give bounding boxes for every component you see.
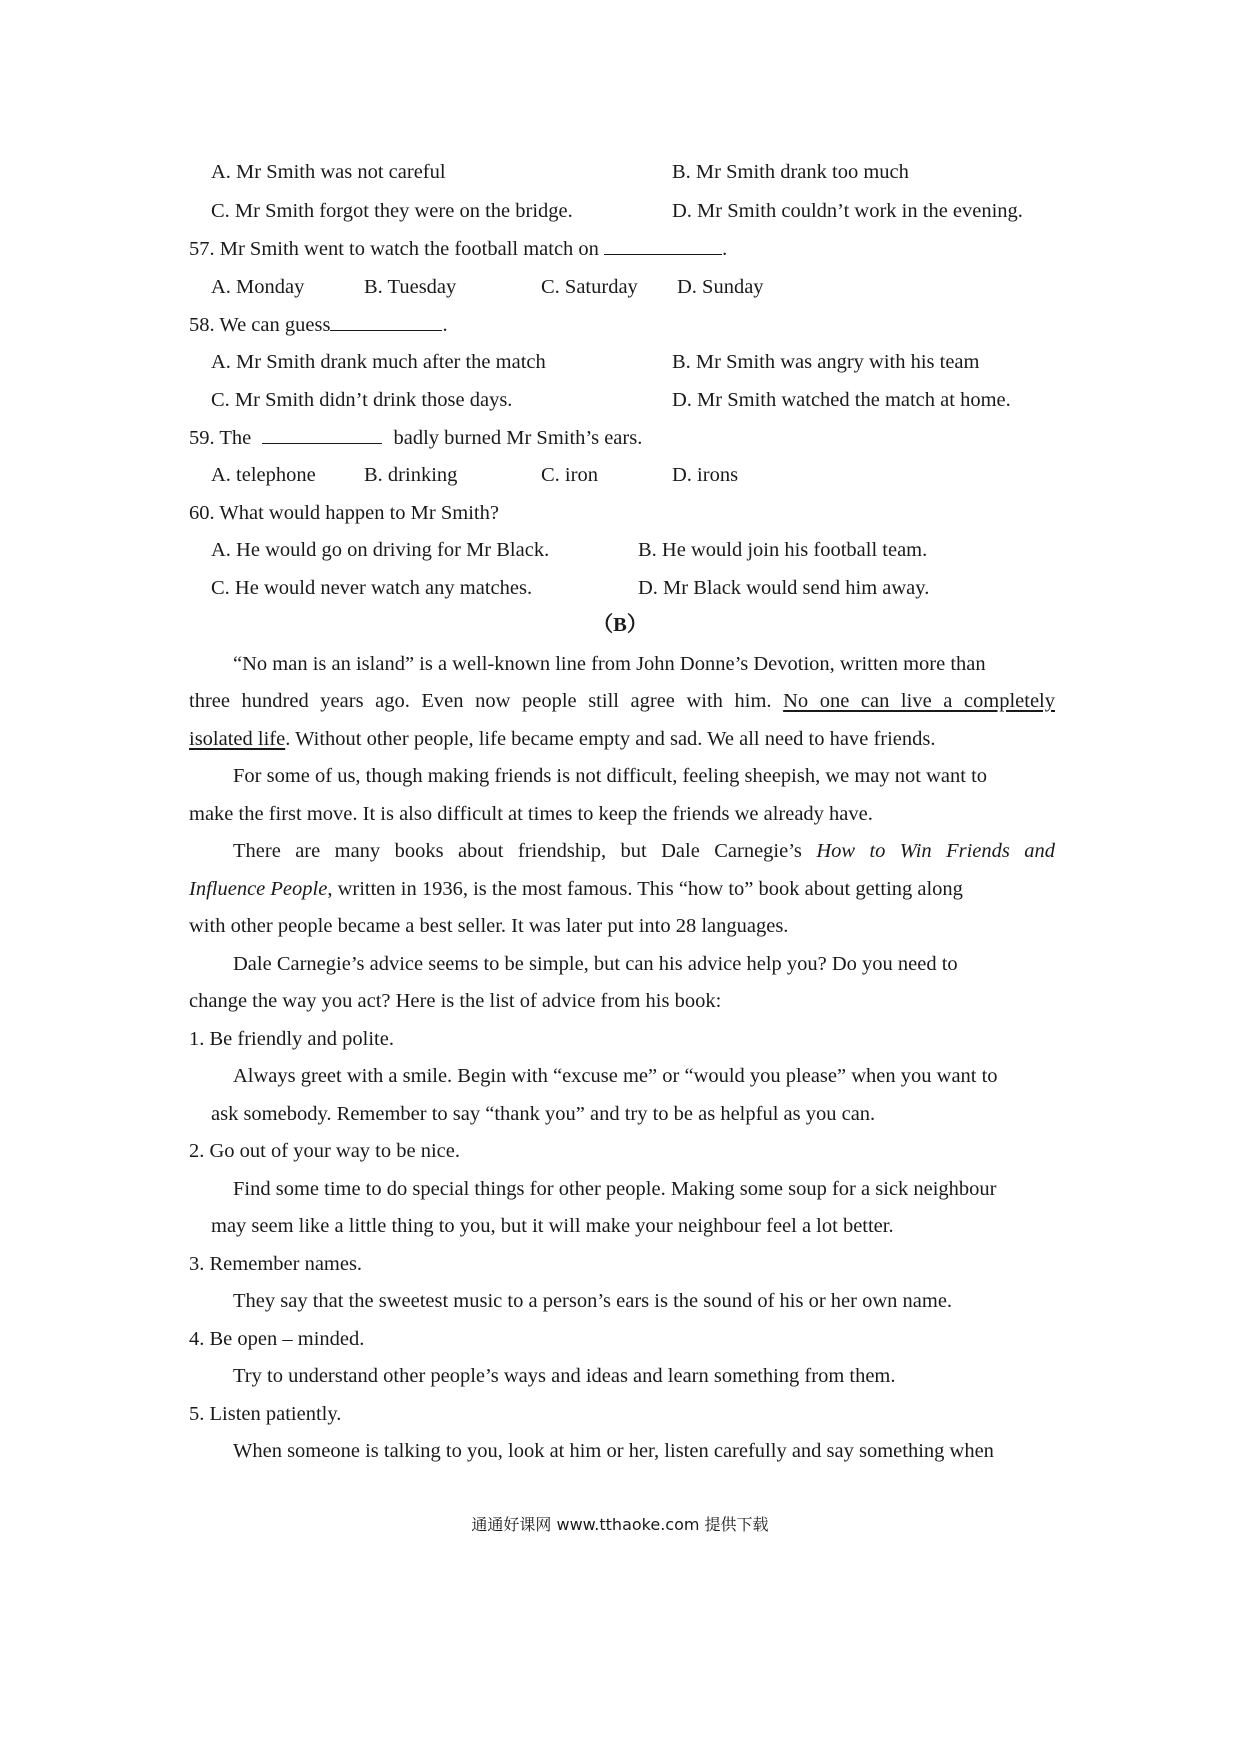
q57-option-c: C. Saturday (541, 276, 638, 298)
q58-stem (189, 311, 448, 339)
q57-option-d: D. Sunday (677, 276, 764, 298)
q58-stem-text: 58. We can guess (189, 314, 331, 336)
answer-blank (262, 425, 382, 444)
q58-option-c: C. Mr Smith didn’t drink those days. (211, 389, 513, 411)
q56-option-a: A. Mr Smith was not careful (211, 161, 446, 183)
q60-option-d: D. Mr Black would send him away. (638, 577, 930, 599)
advice-2-line-1: Find some time to do special things for other people. Making some soup for a sick neighbour (233, 1178, 997, 1200)
advice-2-line-2: may seem like a little thing to you, but it will make your neighbour feel a lot better. (211, 1215, 894, 1237)
q59-option-b: B. drinking (364, 464, 458, 486)
q57-stem (189, 235, 727, 263)
p2-line-2: make the first move. It is also difficult at times to keep the friends we already have. (189, 803, 873, 825)
book-title-end: Influence People (189, 878, 328, 900)
advice-5-title: 5. Listen patiently. (189, 1403, 342, 1425)
q60-option-b: B. He would join his football team. (638, 539, 928, 561)
underlined-sentence-end: isolated life (189, 728, 286, 750)
underlined-sentence: No one can live a completely (783, 690, 1055, 712)
q56-option-c: C. Mr Smith forgot they were on the bridge. (211, 200, 573, 222)
q58-stem-end: . (442, 314, 448, 336)
advice-4-title: 4. Be open – minded. (189, 1328, 365, 1350)
p1-line-3-text: . Without other people, life became empty and sad. We all need to have friends. (285, 728, 936, 750)
q59-option-a: A. telephone (211, 464, 316, 486)
q58-option-b: B. Mr Smith was angry with his team (672, 351, 980, 373)
advice-4-line-1: Try to understand other people’s ways and ideas and learn something from them. (233, 1365, 896, 1387)
p4-line-2: change the way you act? Here is the list of advice from his book: (189, 990, 722, 1012)
q59-stem (189, 424, 642, 452)
q59-option-c: C. iron (541, 464, 598, 486)
q57-stem-end: . (722, 238, 728, 260)
advice-1-line-2: ask somebody. Remember to say “thank you” and try to be as helpful as you can. (211, 1103, 876, 1125)
answer-blank (604, 236, 722, 255)
q60-option-c: C. He would never watch any matches. (211, 577, 533, 599)
advice-3-line-1: They say that the sweetest music to a person’s ears is the sound of his or her own name. (233, 1290, 953, 1312)
p4-line-1: Dale Carnegie’s advice seems to be simple, but can his advice help you? Do you need to (233, 953, 958, 975)
book-title: How to Win Friends and (816, 840, 1056, 862)
advice-5-line-1: When someone is talking to you, look at him or her, listen carefully and say something when (233, 1440, 994, 1462)
page-footer: 通通好课网 www.tthaoke.com 提供下载 (471, 1515, 769, 1534)
advice-3-title: 3. Remember names. (189, 1253, 363, 1275)
p1-line-3 (189, 725, 936, 753)
q57-stem-text: 57. Mr Smith went to watch the football match on (189, 238, 599, 260)
q60-stem: 60. What would happen to Mr Smith? (189, 502, 499, 524)
p1-line-2 (189, 687, 1055, 715)
q57-option-b: B. Tuesday (364, 276, 457, 298)
p3-line-1-text: There are many books about friendship, but Dale Carnegie’s (233, 840, 802, 862)
q59-stem-text: 59. The (189, 427, 252, 449)
q57-option-a: A. Monday (211, 276, 305, 298)
section-b-heading: （B） (592, 614, 648, 636)
p3-line-1 (233, 837, 1055, 865)
q56-option-d: D. Mr Smith couldn’t work in the evening. (672, 200, 1023, 222)
advice-2-title: 2. Go out of your way to be nice. (189, 1140, 460, 1162)
p3-line-2-text: , written in 1936, is the most famous. This “how to” book about getting along (327, 878, 963, 900)
q58-option-a: A. Mr Smith drank much after the match (211, 351, 546, 373)
advice-1-title: 1. Be friendly and polite. (189, 1028, 394, 1050)
advice-1-line-1: Always greet with a smile. Begin with “excuse me” or “would you please” when you want to (233, 1065, 998, 1087)
p3-line-3: with other people became a best seller. It was later put into 28 languages. (189, 915, 789, 937)
p1-line-2-text: three hundred years ago. Even now people still agree with him. (189, 690, 772, 712)
q59-option-d: D. irons (672, 464, 739, 486)
q56-option-b: B. Mr Smith drank too much (672, 161, 909, 183)
q60-option-a: A. He would go on driving for Mr Black. (211, 539, 550, 561)
q59-stem-end: badly burned Mr Smith’s ears. (393, 427, 643, 449)
p1-line-1: “No man is an island” is a well-known line from John Donne’s Devotion, written more than (233, 653, 986, 675)
p3-line-2 (189, 875, 963, 903)
answer-blank (330, 312, 442, 331)
q58-option-d: D. Mr Smith watched the match at home. (672, 389, 1011, 411)
p2-line-1: For some of us, though making friends is not difficult, feeling sheepish, we may not want to (233, 765, 988, 787)
